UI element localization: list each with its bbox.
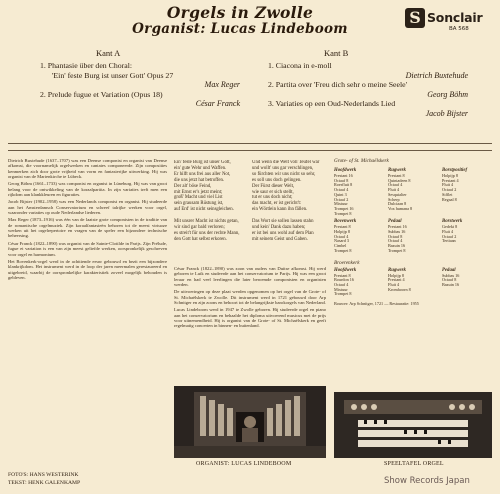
stop-name: Octaaf 4	[334, 188, 349, 193]
track-title: 1. Ciacona in e-moll	[268, 61, 332, 70]
stop-list	[442, 219, 492, 253]
track-title: 2. Partita over 'Freu dich sehr o meine Seele'	[268, 80, 407, 90]
album-subtitle: Organist: Lucas Lindeboom	[132, 21, 348, 37]
division-name: Rugwerk	[388, 168, 406, 173]
side-a-heading: Kant A	[96, 48, 121, 58]
stop-list	[388, 219, 438, 253]
liner-notes-column-1	[8, 158, 167, 466]
lyric-line: auf Erd' ist nicht seinsgleichen.	[174, 207, 234, 213]
stop-name: Tertiaan	[442, 239, 456, 244]
disposition-grid	[334, 168, 492, 257]
lyric-line: Der Fürst dieser Welt,	[252, 183, 295, 189]
lyrics-left-column	[174, 160, 248, 264]
stop-list	[442, 268, 492, 298]
stop-name: Regaal 8	[442, 197, 457, 202]
organ-console-image	[334, 392, 492, 458]
division-name: Pedaal	[442, 267, 456, 273]
lyric-line: Und wenn die Welt voll Teufel wär	[252, 160, 320, 165]
composer-name: Jacob Bijster	[425, 108, 468, 118]
lyric-line: und wollt' uns gar verschlingen,	[252, 165, 314, 171]
disposition-section-heading: Broerenkerk	[334, 259, 360, 266]
stop-name: Trompet 16	[334, 206, 354, 211]
lyrics-right-column	[252, 160, 326, 264]
stop-name: Trompet 8	[334, 248, 352, 253]
track-title: 1. Phantasie über den Choral:	[40, 61, 133, 70]
stop-name: Fluit 4	[388, 188, 400, 193]
lyric-line: Er hilft uns frei aus aller Not,	[174, 171, 231, 177]
composer-name: Georg Böhm	[427, 89, 468, 99]
stop-list	[334, 219, 384, 253]
label-name: Sonclair	[427, 10, 483, 25]
stop-name: Trompet 8	[334, 211, 352, 216]
side-b-heading: Kant B	[324, 48, 349, 58]
liner-paragraph: Lucas Lindeboom werd in 1947 te Zwolle geboren. Hij studeerde orgel en piano aan het conservatorium en behaalde het diploma uitvoerend musicus met de prijs voor uitnemendheid. Hij is organist van de Grote- of St. Michaëlskerk en geeft regelmatig concerten in binnen- en buitenland.	[174, 307, 326, 329]
tracklist-side-a	[40, 48, 240, 109]
stop-name: Subbas 16	[388, 230, 406, 235]
stop-name: Mixtuur	[334, 287, 348, 292]
liner-paragraph: César Franck (1822–1890) was organist van de Sainte-Clotilde in Parijs. Zijn Prélude, fugue et variation is een van zijn meest geliefde werken, oorspronkelijk geschreven voor orgel en harmonium.	[8, 240, 167, 257]
division-name: Borstwerk	[442, 219, 463, 225]
watermark: Show Records Japan	[384, 476, 470, 486]
division-name: Rugwerk	[388, 267, 406, 273]
liner-paragraph: De uitvoeringen op deze plaat werden opgenomen op het orgel van de Grote- of St. Michaëlskerk te Zwolle. Dit instrument werd in 1721 gebouwd door Arp Schnitger en zijn zoons en behoort tot de belangrijkste barokorgels van Nederland.	[174, 289, 326, 306]
stop-name: Octaaf 4	[334, 234, 349, 239]
stop-name: Bazuin 16	[388, 244, 406, 249]
photo-caption-console: SPEELTAFEL ORGEL	[384, 461, 444, 467]
stop-name: Kromhoorn 8	[388, 287, 411, 292]
liner-paragraph: Max Reger (1873–1916) was één van de laatste grote componisten in de traditie van de romantische orgelmuziek. Zijn koraalfantasieën behoren tot de meest virtuoze werken uit het orgelrepertoire en vragen van de speler een bijzondere technische beheersing.	[8, 217, 167, 239]
lyric-line: es soll uns doch gelingen.	[252, 177, 302, 183]
organist-photo	[174, 386, 326, 458]
composer-name: Dietrich Buxtehude	[405, 70, 468, 80]
stop-name: Prestant 8	[334, 225, 351, 230]
stop-name: Quintadeen 8	[388, 178, 411, 183]
catalog-number: BA 568	[449, 26, 469, 32]
disposition-heading: Grote- of St. Michaëlskerk	[334, 158, 389, 164]
liner-paragraph: Jacob Bijster (1902–1958) was een Nederlands componist en organist. Hij studeerde aan het Amsterdamsch Conservatorium en schreef talrijke werken voor orgel, waaronder variaties op oude Nederlandse liederen.	[8, 199, 167, 216]
stop-name: Prestant 16	[388, 225, 407, 230]
chorale-lyrics	[174, 160, 326, 264]
track-title: 3. Variaties op een Oud-Nederlands Lied	[268, 99, 396, 109]
stop-name: Octaaf 8	[442, 278, 457, 283]
stop-list	[388, 268, 438, 298]
stop-name: Gedekt 8	[442, 225, 458, 230]
division-name: Bovenwerk	[334, 219, 357, 225]
stop-name: Octaaf 4	[388, 183, 403, 188]
stop-name: Fluit 4	[388, 282, 400, 287]
liner-paragraph: Georg Böhm (1661–1733) was componist en organist in Lüneburg. Hij was van groot belang voor de ontwikkeling van de koraalpartita. In zijn variaties treft men een rijkdom aan klankkleuren en figuraties.	[8, 181, 167, 198]
track-title: 2. Prelude fugue et Variation (Opus 18)	[40, 89, 163, 99]
lyric-line: Mit unsrer Macht ist nichts getan,	[174, 219, 239, 225]
lyric-line: so fürchten wir uns nicht so sehr,	[252, 171, 316, 177]
lyric-line: mit Ernst er's jetzt meint;	[174, 189, 223, 195]
stop-name: Cimbel	[334, 244, 347, 249]
liner-notes-column-2	[174, 266, 326, 494]
stop-name: Scherp	[388, 197, 400, 202]
division-name: Hoofdwerk	[334, 267, 357, 273]
console-photo	[334, 392, 492, 458]
organ-pipes-image	[174, 386, 326, 458]
liner-paragraph: Het Bovenkerk-orgel werd in de achttiende eeuw gebouwd en bezit een bijzondere klankrijkdom. Het instrument werd in de loop der jaren meermalen gerestaureerd en uitgebreid, waarbij de oorspronkelijke karakteristiek zoveel mogelijk behouden is gebleven.	[8, 258, 167, 280]
stop-name: Holpijp 8	[388, 273, 404, 278]
stop-name: Trompet 8	[334, 292, 352, 297]
lyric-line: ein' gute Wehr und Waffen.	[174, 165, 227, 171]
stop-name: Prestant 4	[442, 178, 459, 183]
stop-name: Sesquialter	[388, 192, 407, 197]
stop-name: Nasard 3	[334, 239, 349, 244]
composer-name: Max Reger	[204, 80, 240, 90]
lyric-line: wir sind gar bald verloren;	[174, 224, 225, 230]
stop-list	[442, 168, 492, 216]
divider-line	[8, 150, 492, 151]
lyric-line: sein grausam Rüstung ist,	[174, 201, 224, 207]
disposition-note: Bouwer: Arp Schnitger, 1721 — Restauratie: 1955	[334, 301, 419, 307]
track-title: 'Ein' feste Burg ist unser Gott' Opus 27	[52, 70, 174, 80]
stop-name: Octaaf 4	[334, 282, 349, 287]
stop-name: Octaaf 8	[334, 178, 349, 183]
lyric-line: Ein' feste Burg ist unser Gott,	[174, 160, 231, 165]
lyric-line: das macht, er ist gericht't:	[252, 201, 302, 207]
lyric-line: er ist bei uns wohl auf dem Plan	[252, 230, 314, 236]
stop-name: Octaaf 2	[334, 197, 349, 202]
stop-list	[388, 168, 438, 216]
lyric-line: den Gott hat selbst erkoren.	[174, 236, 227, 242]
stop-name: Bourdon 16	[334, 278, 354, 283]
stop-name: Holpijp 8	[442, 174, 458, 178]
stop-name: Holpijp 8	[334, 230, 350, 235]
stop-name: Trompet 8	[388, 248, 406, 253]
disposition-grid-2	[334, 268, 492, 301]
lyric-line: die uns jetzt hat betroffen.	[174, 177, 225, 183]
stop-name: Prestant 4	[388, 278, 405, 283]
lyric-line: groß' Macht und viel List	[174, 195, 223, 201]
stop-name: Fluit 4	[442, 230, 454, 235]
stop-name: Vox humana 8	[388, 206, 413, 211]
lyric-line: es streit't für uns der rechte Mann,	[174, 230, 240, 236]
lyric-line: Das Wort sie sollen lassen stahn	[252, 219, 314, 225]
composer-name: César Franck	[195, 99, 240, 109]
stop-name: Subbas 16	[442, 273, 460, 278]
lyric-line: tut er uns doch nicht;	[252, 195, 293, 201]
division-name: Borstpositief	[442, 168, 468, 173]
divider-line	[8, 143, 492, 144]
stop-name: Prestant 16	[334, 174, 353, 178]
record-label-logo	[405, 8, 491, 34]
stop-list	[334, 268, 384, 298]
label-badge-icon: S	[405, 8, 425, 28]
organ-disposition	[334, 158, 492, 390]
lyric-line: wie saur er sich stellt,	[252, 189, 294, 195]
stop-name: Fluit 4	[442, 183, 454, 188]
stop-name: Quint 3	[334, 192, 347, 197]
liner-paragraph: Dietrich Buxtehude (1637–1707) was een Deense componist en organist van Deense afkomst, die voornamelijk orgelwerken en cantates componeerde. Zijn composities kenmerken zich door grote vrijheid van vorm en fantasierijke uitwerking. Hij was organist van de Marienkirche te Lübeck.	[8, 158, 167, 180]
album-title: Orgels in Zwolle	[166, 3, 314, 22]
liner-paragraph: César Franck (1822–1890) was zoon van ouders van Duitse afkomst. Hij werd geboren te Luik en studeerde aan het conservatorium te Parijs. Hij was een groot leraar en had veel leerlingen die later beroemde componisten en organisten werden.	[174, 266, 326, 288]
stop-name: Sifflet	[442, 192, 453, 197]
division-name: Pedaal	[388, 219, 402, 225]
photo-caption-organist: ORGANIST: LUCAS LINDEBOOM	[196, 461, 292, 467]
tracklist-side-b	[268, 48, 468, 119]
lyric-line: und kein' Dank dazu haben;	[252, 224, 306, 230]
stop-name: Roerfluit 8	[334, 183, 353, 188]
photo-credit: FOTO'S: HANS WESTERINK	[8, 472, 79, 478]
lyric-line: Der alt' böse Feind,	[174, 183, 212, 189]
lyric-line: ein Wörtlein kann ihn fällen.	[252, 207, 308, 213]
stop-name: Mixtuur	[334, 202, 348, 207]
credits	[8, 472, 80, 487]
lyric-line: mit seinem Geist und Gaben.	[252, 236, 308, 242]
division-name: Hoofdwerk	[334, 168, 357, 173]
stop-name: Octaaf 8	[388, 234, 403, 239]
stop-list	[334, 168, 384, 216]
stop-name: Octaaf 2	[442, 234, 457, 239]
stop-name: Prestant 8	[388, 174, 405, 178]
stop-name: Prestant 8	[334, 273, 351, 278]
text-credit: TEKST: HENK GALENKAMP	[8, 479, 81, 486]
stop-name: Octaaf 2	[442, 188, 457, 193]
stop-name: Bazuin 16	[442, 282, 460, 287]
stop-name: Dulciaan 8	[388, 202, 407, 207]
stop-name: Octaaf 4	[388, 239, 403, 244]
